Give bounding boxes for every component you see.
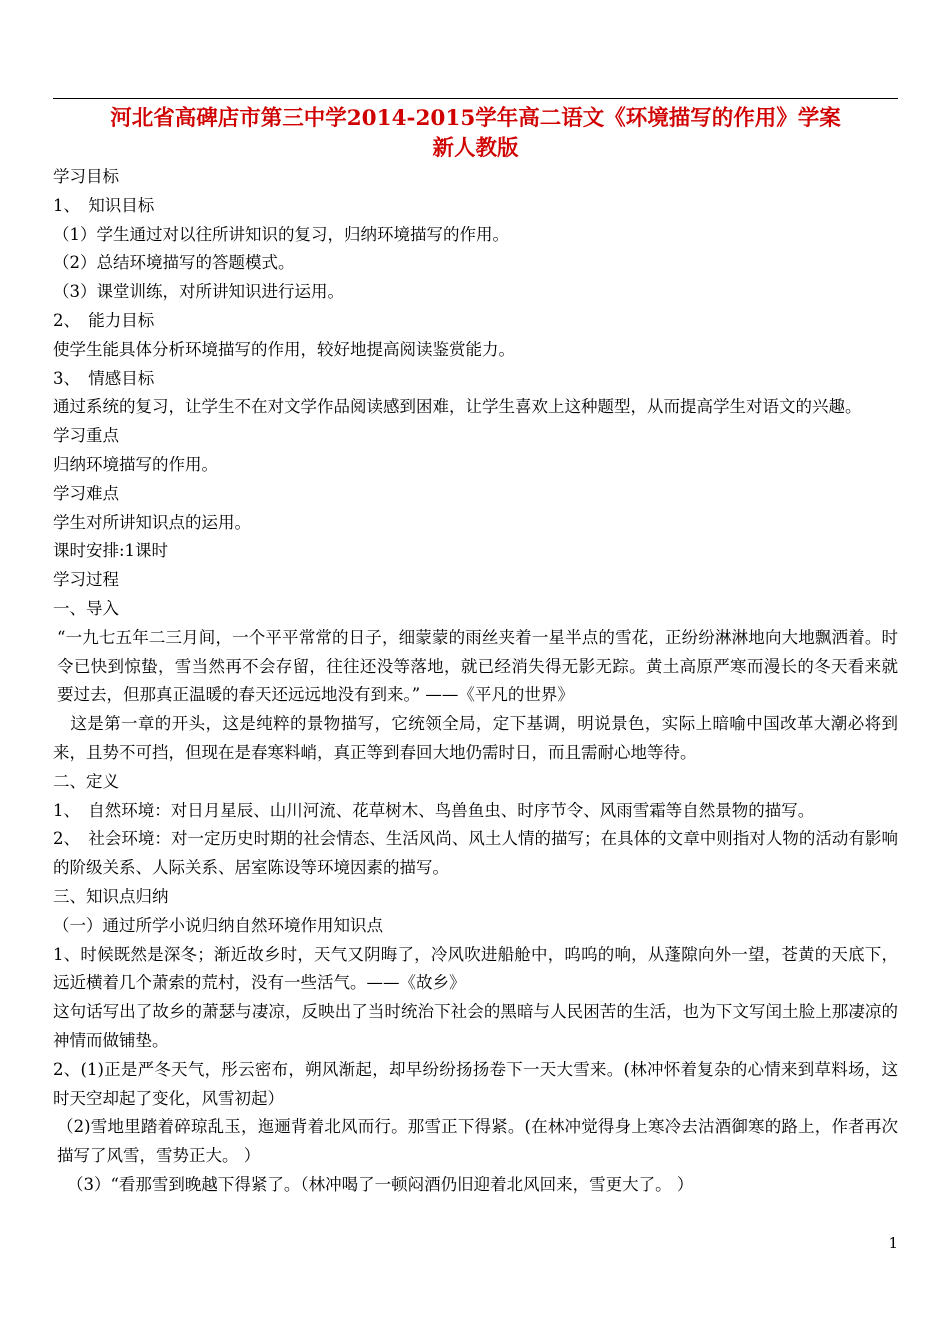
goal-knowledge-3: （3）课堂训练，对所讲知识进行运用。: [53, 282, 344, 302]
quote-ordinary-world: “一九七五年二三月间，一个平平常常的日子，细蒙蒙的雨丝夹着一星半点的雪花，正纷纷淋淋地向大地飘洒着。时令已快到惊蛰，雪当然再不会存留，往往还没等落地，就已经消失得无影无踪。黄土高原严寒而漫长的冬天看来就要过去，但那真正温暖的春天还远远地没有到来。” ——《平凡的世界》: [57, 627, 898, 705]
heading-key-points: 学习重点: [53, 426, 119, 446]
document-body: [53, 163, 898, 1200]
section-intro: 一、导入: [53, 598, 119, 618]
header-rule: [53, 98, 898, 99]
title-line-2: 新人教版: [432, 136, 519, 161]
class-hours: 课时安排:1课时: [53, 541, 169, 561]
quote-analysis: 这是第一章的开头，这是纯粹的景物描写，它统领全局，定下基调，明说景色，实际上暗喻中国改革大潮必将到来，且势不可挡，但现在是春寒料峭，真正等到春回大地仍需时日，而且需耐心地等待。: [53, 714, 898, 762]
section-definition: 二、定义: [53, 771, 119, 791]
difficulties-text: 学生对所讲知识点的运用。: [53, 512, 251, 532]
key-points-text: 归纳环境描写的作用。: [53, 454, 218, 474]
goal-ability-text: 使学生能具体分析环境描写的作用，较好地提高阅读鉴赏能力。: [53, 339, 515, 359]
example-lin-chong-2: （2)雪地里踏着碎琼乱玉，迤逦背着北风而行。那雪正下得紧。(在林冲觉得身上寒冷去沽酒御寒的路上，作者再次描写了风雪，雪势正大。 ）: [57, 1117, 898, 1166]
goal-emotion: 3、 情感目标: [53, 368, 155, 388]
subsection-natural-summary: （一）通过所学小说归纳自然环境作用知识点: [53, 915, 383, 935]
title-line-1: 河北省高碑店市第三中学2014-2015学年高二语文《环境描写的作用》学案: [110, 106, 841, 131]
example-lin-chong-1: 2、(1)正是严冬天气，彤云密布，朔风渐起，却早纷纷扬扬卷下一天大雪来。(林冲怀着复杂的心情来到草料场，这时天空却起了变化，风雪初起）: [53, 1059, 898, 1108]
goal-ability: 2、 能力目标: [53, 310, 155, 330]
definition-social: 2、 社会环境：对一定历史时期的社会情态、生活风尚、风土人情的描写；在具体的文章中则指对人物的活动有影响的阶级关系、人际关系、居室陈设等环境因素的描写。: [53, 829, 898, 878]
example-hometown: 1、时候既然是深冬；渐近故乡时，天气又阴晦了，冷风吹进船舱中，呜呜的响，从蓬隙向外一望，苍黄的天底下，远近横着几个萧索的荒村，没有一些活气。——《故乡》: [53, 944, 898, 993]
goal-emotion-text: 通过系统的复习，让学生不在对文学作品阅读感到困难，让学生喜欢上这种题型，从而提高学生对语文的兴趣。: [53, 397, 862, 417]
goal-knowledge-2: （2）总结环境描写的答题模式。: [53, 253, 295, 273]
example-lin-chong-3: （3）“看那雪到晚越下得紧了。（林冲喝了一顿闷酒仍旧迎着北风回来，雪更大了。 ）: [67, 1174, 694, 1194]
goal-knowledge: 1、 知识目标: [53, 195, 155, 215]
section-summary: 三、知识点归纳: [53, 886, 169, 906]
goal-knowledge-1: （1）学生通过对以往所讲知识的复习，归纳环境描写的作用。: [53, 224, 509, 244]
definition-natural: 1、 自然环境：对日月星辰、山川河流、花草树木、鸟兽鱼虫、时序节令、风雨雪霜等自然景物的描写。: [53, 800, 815, 820]
heading-difficulties: 学习难点: [53, 483, 119, 503]
heading-process: 学习过程: [53, 570, 119, 590]
heading-learning-goals: 学习目标: [53, 167, 119, 186]
document-title: [53, 104, 898, 164]
example-hometown-analysis: 这句话写出了故乡的萧瑟与凄凉，反映出了当时统治下社会的黑暗与人民困苦的生活，也为下文写闰土脸上那凄凉的神情而做铺垫。: [53, 1002, 898, 1050]
page-number: 1: [888, 1234, 898, 1252]
